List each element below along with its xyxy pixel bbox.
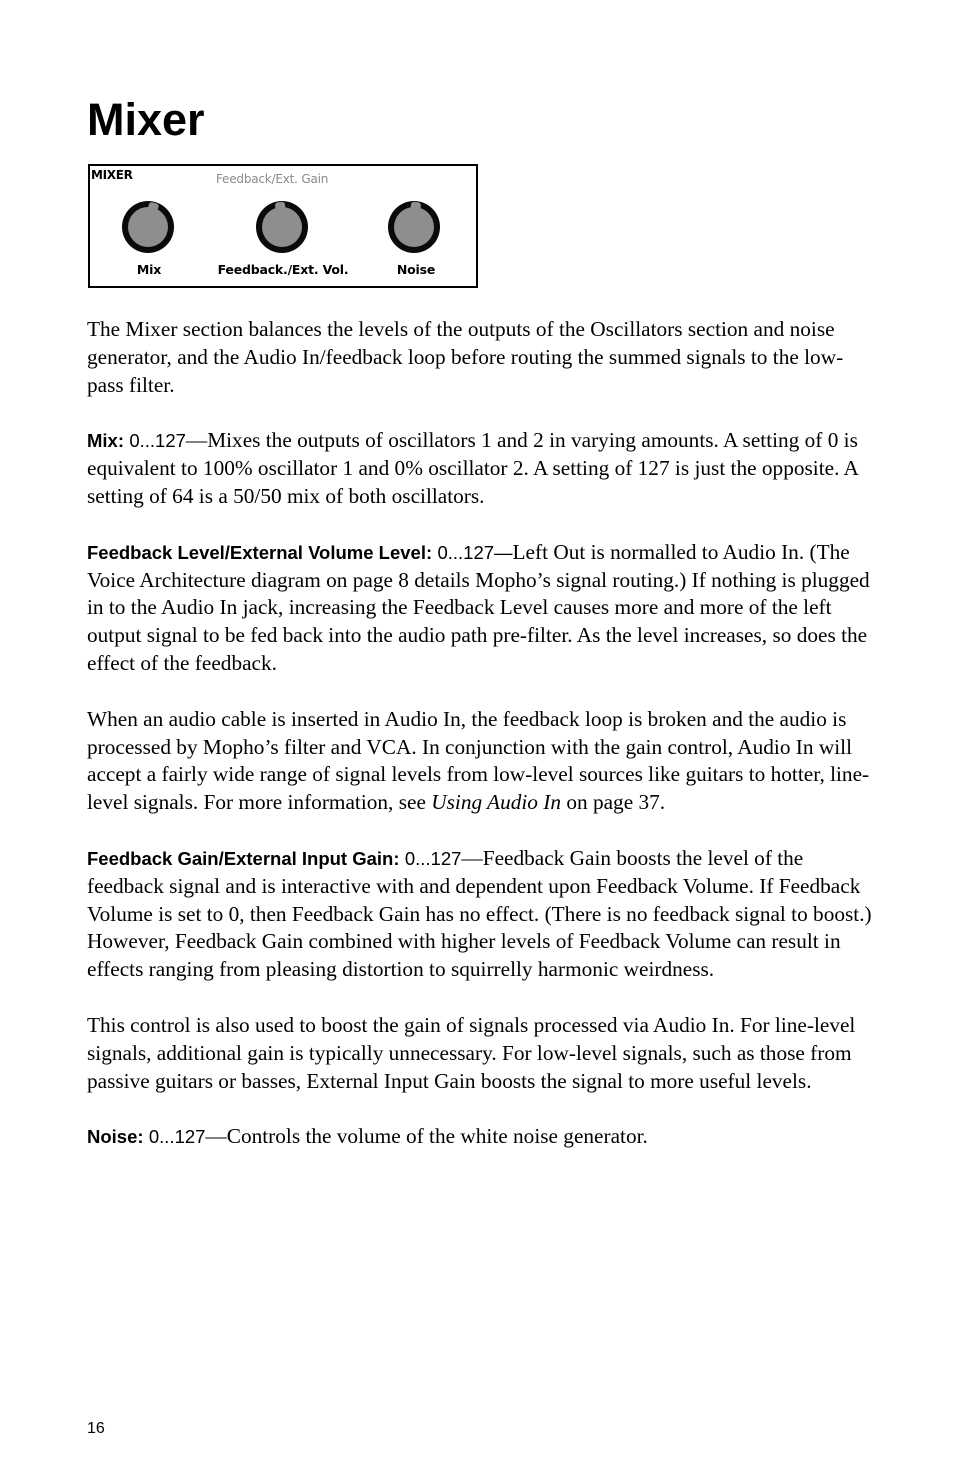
knob-label-mix: Mix [136,262,162,277]
knob-label-noise: Noise [396,262,436,277]
feedback-level-range: 0...127— [437,541,513,563]
mix-range: 0...127 [129,430,186,452]
feedback-gain-description: —Feedback Gain boosts the level of the feedback signal and is interactive with and dependent upon Feedback Volume. If Feedback Volume is set to 0, then Feedback Gain has no effect. (There is no feedback signal to boost.) However, Feedback Gain combined with higher levels of Feedback Volume can result in effects ranging from pleasing distortion to squirrelly harmonic weirdness. [87,845,872,982]
noise-paragraph [87,1123,877,1151]
using-audio-in-reference: Using Audio In [431,790,561,815]
noise-description: —Controls the volume of the white noise generator. [205,1124,648,1149]
feedback-level-term: Feedback Level/External Volume Level: [87,541,433,563]
mix-term: Mix: [87,430,124,452]
noise-knob-icon [387,200,441,254]
feedback-gain-paragraph [87,845,877,984]
mixer-panel-illustration [88,164,478,288]
panel-title: MIXER [91,168,133,182]
mix-paragraph [87,427,877,510]
audio-in-text: When an audio cable is inserted in Audio In, the feedback loop is broken and the audio is processed by Mopho’s filter and VCA. In conjunction with the gain control, Audio In will accept a fairly wide range of signal levels from low-level sources like guitars to hotter, line-level signals. For more information, see [87,706,870,815]
body-text [87,316,877,1179]
gain-usage-paragraph: This control is also used to boost the gain of signals processed via Audio In. For line-level signals, additional gain is typically unnecessary. For low-level signals, such as those from passive guitars or basses, External Input Gain boosts the signal to more useful levels. [87,1012,856,1093]
feedback-level-description: Left Out is normalled to Audio In. (The Voice Architecture diagram on page 8 details Mopho’s signal routing.) If nothing is plugged in to the Audio In jack, increasing the Feedback Level causes more and more of the left output signal to be fed back into the audio path pre-filter. As the level increases, so does the effect of the feedback. [87,539,870,675]
panel-subtitle: Feedback/Ext. Gain [216,172,329,186]
intro-paragraph: The Mixer section balances the levels of the outputs of the Oscillators section and noise generator, and the Audio In/feedback loop before routing the summed signals to the low-pass filter. [87,317,844,397]
mix-knob-icon [121,200,175,254]
knob-label-feedback: Feedback./Ext. Vol. [217,262,349,277]
feedback-level-paragraph [87,539,877,678]
noise-range: 0...127 [148,1126,206,1148]
feedback-gain-term: Feedback Gain/External Input Gain: [87,847,400,869]
audio-in-paragraph [87,706,877,817]
feedback-gain-range: 0...127 [404,847,462,869]
page-number: 16 [87,1420,105,1437]
feedback-knob-icon [255,200,309,254]
page-title: Mixer [87,94,205,145]
mix-description: —Mixes the outputs of oscillators 1 and 2 in varying amounts. A setting of 0 is equivalent to 100% oscillator 1 and 0% oscillator 2. A setting of 127 is just the opposite. A setting of 64 is a 50/50 mix of both oscillators. [87,428,858,508]
audio-in-page-ref: on page 37. [561,790,666,815]
noise-term: Noise: [87,1126,144,1148]
